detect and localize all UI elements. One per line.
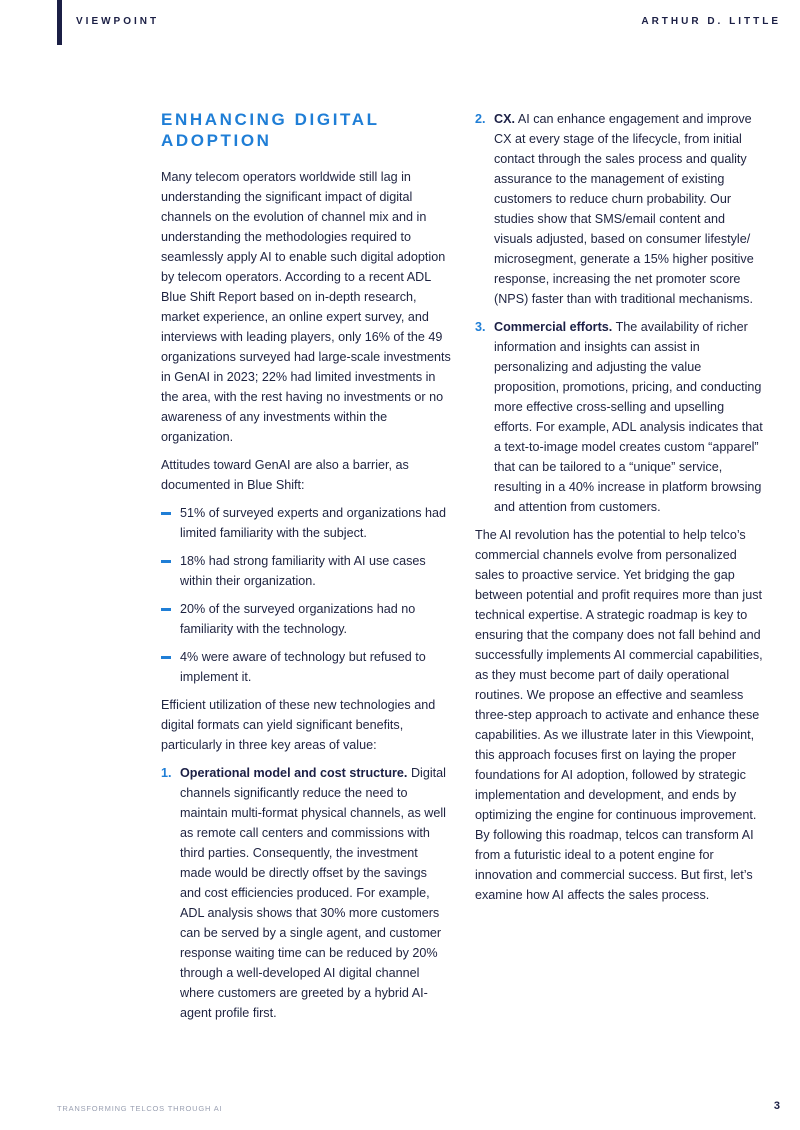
header-accent-bar <box>57 0 62 45</box>
bullet-text: 18% had strong familiarity with AI use cases within their organization. <box>180 554 426 588</box>
item-lead: Commercial efforts. <box>494 320 613 334</box>
item-number: 2. <box>475 112 486 126</box>
bullet-item <box>161 551 451 591</box>
roadmap-paragraph: The AI revolution has the potential to help telco’s commercial channels evolve from personalized sales to proactive service. Yet bridging the gap between potential and profit requires more than just technical expertise. A strategic roadmap is key to ensuring that the company does not fall behind and successfully implements AI commercial capabilities, as they must become part of daily operational routines. We propose an effective and seamless three-step approach to activate and enhance these capabilities. As we illustrate later in this Viewpoint, this approach focuses first on laying the proper foundations for AI adoption, followed by strategic implementation and development, and ends by optimizing the engine for continuous improvement. By following this roadmap, telcos can transform AI from a futuristic ideal to a potent engine for innovation and commercial success. But first, let’s examine how AI affects the sales process. <box>475 528 763 902</box>
dash-marker-icon <box>161 560 171 563</box>
survey-bullet-list <box>161 503 451 687</box>
item-text: Digital channels significantly reduce the need to maintain multi-format physical channels, as well as remote call centers and commissions with third parties. Consequently, the investment made would be directly offset by the savings and cost efficiencies produced. For example, ADL analysis shows that 30% more customers can be served by a single agent, and customer response waiting time can be reduced by 20% through a well-developed AI digital channel where customers are greeted by a hybrid AI-agent profile first. <box>180 766 446 1020</box>
bullet-text: 4% were aware of technology but refused to implement it. <box>180 650 426 684</box>
bullet-text: 20% of the surveyed organizations had no familiarity with the technology. <box>180 602 416 636</box>
numbered-item-commercial <box>475 317 765 517</box>
bullet-item <box>161 647 451 687</box>
benefits-paragraph: Efficient utilization of these new technologies and digital formats can yield significant benefits, particularly in three key areas of value: <box>161 698 436 752</box>
dash-marker-icon <box>161 512 171 515</box>
dash-marker-icon <box>161 608 171 611</box>
page-number: 3 <box>773 1100 780 1112</box>
item-number: 1. <box>161 766 172 780</box>
item-text: The availability of richer information and insights can assist in personalizing and adjusting the value proposition, promotions, pricing, and conducting more effective cross-selling and upselling efforts. For example, ADL analysis indicates that a text-to-image model creates custom “apparel” that can be tailored to a “unique” service, resulting in a 40% increase in platform browsing and attention from customers. <box>494 320 763 514</box>
header-brand-label: ARTHUR D. LITTLE <box>641 16 781 27</box>
left-column <box>161 109 451 1031</box>
item-number: 3. <box>475 320 486 334</box>
bullet-item <box>161 599 451 639</box>
dash-marker-icon <box>161 656 171 659</box>
footer-report-title: TRANSFORMING TELCOS THROUGH AI <box>57 1104 223 1113</box>
item-lead: Operational model and cost structure. <box>180 766 408 780</box>
item-text: AI can enhance engagement and improve CX at every stage of the lifecycle, from initial contact through the sales process and quality assurance to the management of existing customers to reduce churn probability. Our studies show that SMS/email content and visuals adjusted, based on consumer lifestyle/ microsegment, generate a 15% higher positive response, increasing the net promoter score (NPS) faster than with traditional mechanisms. <box>494 112 754 306</box>
bullet-item <box>161 503 451 543</box>
bullet-text: 51% of surveyed experts and organizations had limited familiarity with the subject. <box>180 506 447 540</box>
attitudes-paragraph: Attitudes toward GenAI are also a barrier, as documented in Blue Shift: <box>161 458 409 492</box>
intro-paragraph: Many telecom operators worldwide still lag in understanding the significant impact of digital channels on the evolution of channel mix and in understanding the methodologies required to seamlessly apply AI to enable such digital adoption by telecom operators. According to a recent ADL Blue Shift Report based on in-depth research, market experience, an online expert survey, and interviews with leading players, only 16% of the 49 organizations surveyed had large-scale investments in GenAI in 2023; 22% had limited investments in the area, with the rest having no investments or no awareness of any investments within the organization. <box>161 170 451 444</box>
section-title: ENHANCING DIGITAL ADOPTION <box>161 110 380 150</box>
right-column <box>475 109 765 913</box>
numbered-item-cx <box>475 109 765 309</box>
item-lead: CX. <box>494 112 515 126</box>
numbered-item-operational <box>161 763 451 1023</box>
header-section-label: VIEWPOINT <box>76 16 160 27</box>
